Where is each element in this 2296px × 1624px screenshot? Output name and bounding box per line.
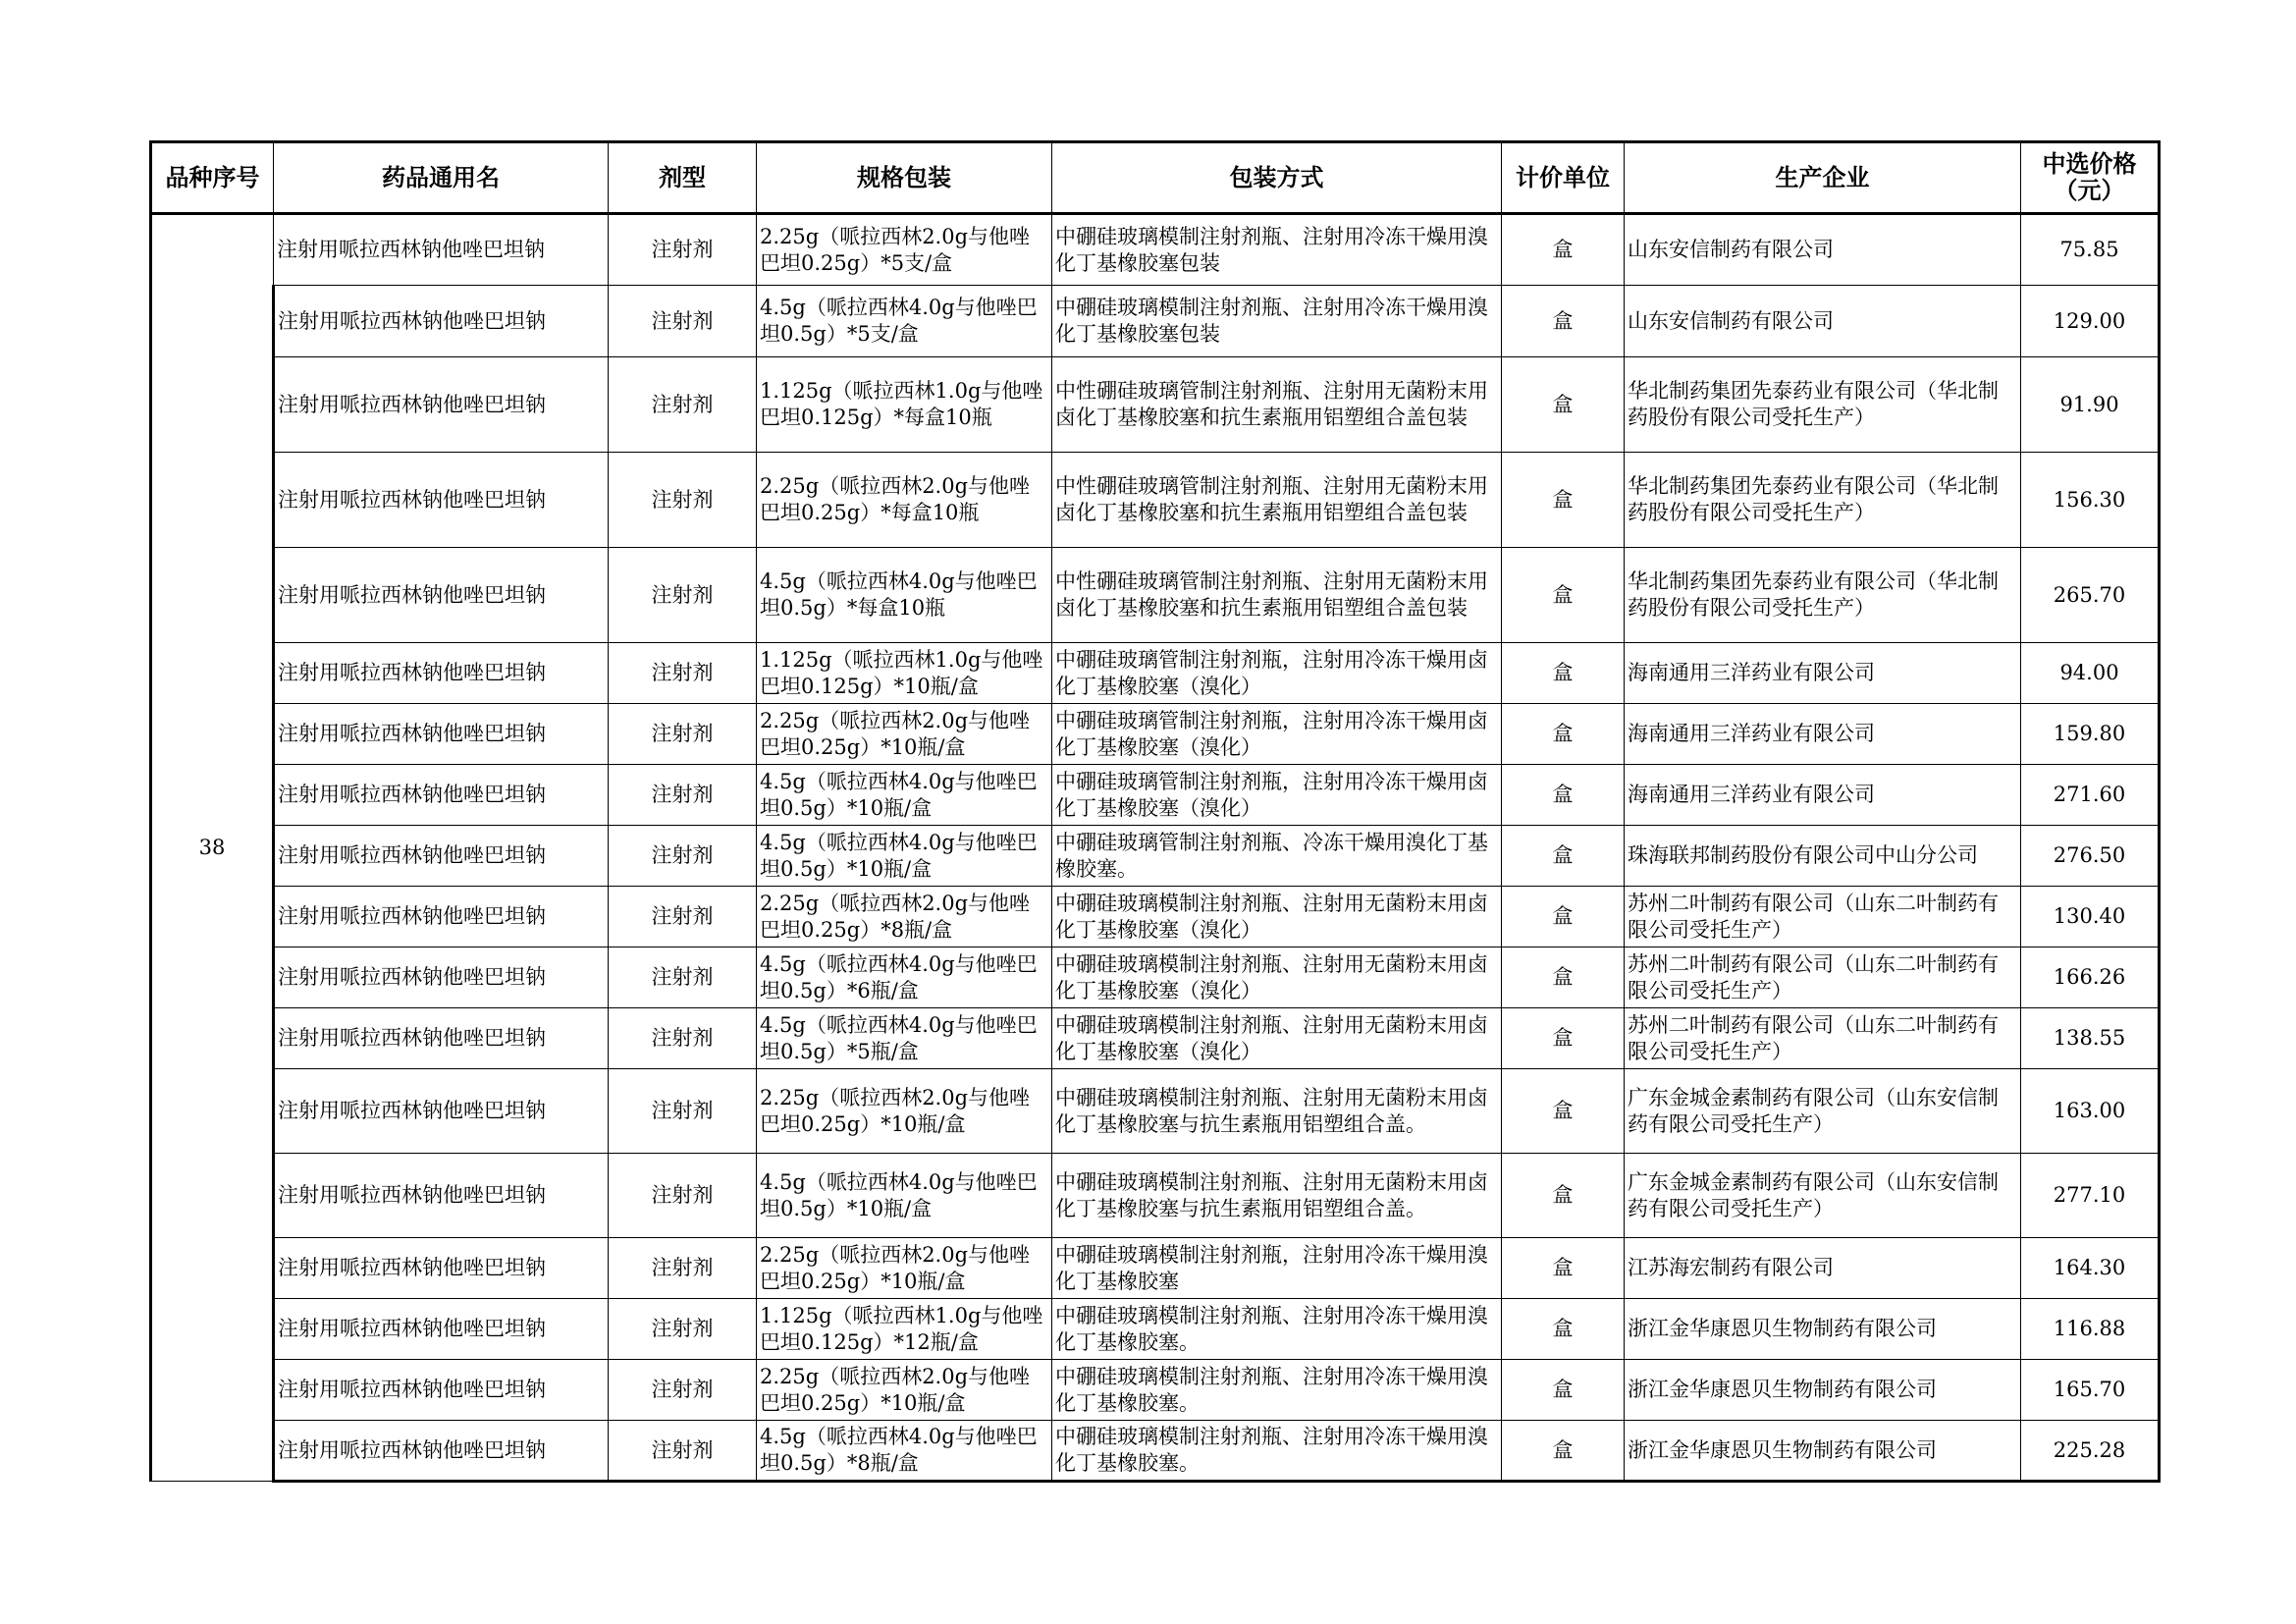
table-row: [151, 286, 2160, 357]
cell-spec: 2.25g（哌拉西林2.0g与他唑巴坦0.25g）*8瓶/盒: [757, 887, 1052, 947]
cell-dosage-form: 注射剂: [609, 826, 757, 887]
cell-dosage-form: 注射剂: [609, 1154, 757, 1238]
table-row: [151, 887, 2160, 947]
cell-spec: 1.125g（哌拉西林1.0g与他唑巴坦0.125g）*12瓶/盒: [757, 1299, 1052, 1360]
cell-generic-name: 注射用哌拉西林钠他唑巴坦钠: [274, 1360, 609, 1421]
cell-generic-name: 注射用哌拉西林钠他唑巴坦钠: [274, 947, 609, 1008]
cell-packaging: 中硼硅玻璃模制注射剂瓶、注射用无菌粉末用卤化丁基橡胶塞（溴化）: [1052, 947, 1502, 1008]
cell-generic-name: 注射用哌拉西林钠他唑巴坦钠: [274, 1238, 609, 1299]
cell-packaging: 中硼硅玻璃模制注射剂瓶、注射用无菌粉末用卤化丁基橡胶塞（溴化）: [1052, 887, 1502, 947]
cell-dosage-form: 注射剂: [609, 453, 757, 548]
cell-price: 225.28: [2021, 1421, 2160, 1482]
table-row: [151, 1238, 2160, 1299]
cell-packaging: 中硼硅玻璃管制注射剂瓶，注射用冷冻干燥用卤化丁基橡胶塞（溴化）: [1052, 643, 1502, 704]
cell-packaging: 中性硼硅玻璃管制注射剂瓶、注射用无菌粉末用卤化丁基橡胶塞和抗生素瓶用铝塑组合盖包装: [1052, 357, 1502, 453]
cell-unit: 盒: [1502, 1421, 1625, 1482]
cell-manufacturer: 华北制药集团先泰药业有限公司（华北制药股份有限公司受托生产）: [1625, 357, 2021, 453]
cell-unit: 盒: [1502, 357, 1625, 453]
cell-unit: 盒: [1502, 765, 1625, 826]
cell-dosage-form: 注射剂: [609, 704, 757, 765]
cell-spec: 4.5g（哌拉西林4.0g与他唑巴坦0.5g）*5支/盒: [757, 286, 1052, 357]
cell-dosage-form: 注射剂: [609, 548, 757, 643]
cell-dosage-form: 注射剂: [609, 643, 757, 704]
table-row: [151, 704, 2160, 765]
cell-generic-name: 注射用哌拉西林钠他唑巴坦钠: [274, 453, 609, 548]
cell-spec: 2.25g（哌拉西林2.0g与他唑巴坦0.25g）*10瓶/盒: [757, 704, 1052, 765]
table-row: [151, 1154, 2160, 1238]
cell-generic-name: 注射用哌拉西林钠他唑巴坦钠: [274, 1069, 609, 1154]
cell-manufacturer: 浙江金华康恩贝生物制药有限公司: [1625, 1360, 2021, 1421]
cell-unit: 盒: [1502, 1238, 1625, 1299]
cell-manufacturer: 浙江金华康恩贝生物制药有限公司: [1625, 1299, 2021, 1360]
cell-generic-name: 注射用哌拉西林钠他唑巴坦钠: [274, 826, 609, 887]
cell-packaging: 中硼硅玻璃模制注射剂瓶、注射用冷冻干燥用溴化丁基橡胶塞。: [1052, 1360, 1502, 1421]
cell-packaging: 中硼硅玻璃模制注射剂瓶、注射用冷冻干燥用溴化丁基橡胶塞包装: [1052, 286, 1502, 357]
cell-manufacturer: 广东金城金素制药有限公司（山东安信制药有限公司受托生产）: [1625, 1154, 2021, 1238]
cell-unit: 盒: [1502, 826, 1625, 887]
header-variety-no: 品种序号: [151, 142, 274, 214]
cell-price: 276.50: [2021, 826, 2160, 887]
cell-manufacturer: 浙江金华康恩贝生物制药有限公司: [1625, 1421, 2021, 1482]
cell-dosage-form: 注射剂: [609, 1299, 757, 1360]
cell-dosage-form: 注射剂: [609, 1238, 757, 1299]
table-row: [151, 643, 2160, 704]
cell-manufacturer: 广东金城金素制药有限公司（山东安信制药有限公司受托生产）: [1625, 1069, 2021, 1154]
cell-unit: 盒: [1502, 548, 1625, 643]
table-row: [151, 357, 2160, 453]
cell-generic-name: 注射用哌拉西林钠他唑巴坦钠: [274, 357, 609, 453]
cell-unit: 盒: [1502, 453, 1625, 548]
table-row: [151, 1299, 2160, 1360]
cell-packaging: 中硼硅玻璃管制注射剂瓶、冷冻干燥用溴化丁基橡胶塞。: [1052, 826, 1502, 887]
cell-price: 166.26: [2021, 947, 2160, 1008]
table-row: [151, 1008, 2160, 1069]
cell-manufacturer: 海南通用三洋药业有限公司: [1625, 765, 2021, 826]
cell-spec: 4.5g（哌拉西林4.0g与他唑巴坦0.5g）*6瓶/盒: [757, 947, 1052, 1008]
cell-unit: 盒: [1502, 643, 1625, 704]
table-row: [151, 1069, 2160, 1154]
header-spec: 规格包装: [757, 142, 1052, 214]
cell-unit: 盒: [1502, 1360, 1625, 1421]
cell-spec: 2.25g（哌拉西林2.0g与他唑巴坦0.25g）*10瓶/盒: [757, 1238, 1052, 1299]
cell-packaging: 中硼硅玻璃模制注射剂瓶、注射用冷冻干燥用溴化丁基橡胶塞。: [1052, 1299, 1502, 1360]
cell-dosage-form: 注射剂: [609, 1008, 757, 1069]
table-row: [151, 765, 2160, 826]
table-body: [151, 214, 2160, 1482]
cell-manufacturer: 珠海联邦制药股份有限公司中山分公司: [1625, 826, 2021, 887]
cell-spec: 1.125g（哌拉西林1.0g与他唑巴坦0.125g）*10瓶/盒: [757, 643, 1052, 704]
header-price: 中选价格（元）: [2021, 142, 2160, 214]
cell-packaging: 中硼硅玻璃管制注射剂瓶，注射用冷冻干燥用卤化丁基橡胶塞（溴化）: [1052, 765, 1502, 826]
cell-spec: 4.5g（哌拉西林4.0g与他唑巴坦0.5g）*8瓶/盒: [757, 1421, 1052, 1482]
cell-packaging: 中硼硅玻璃模制注射剂瓶、注射用冷冻干燥用溴化丁基橡胶塞包装: [1052, 214, 1502, 286]
cell-price: 159.80: [2021, 704, 2160, 765]
cell-dosage-form: 注射剂: [609, 1069, 757, 1154]
cell-price: 130.40: [2021, 887, 2160, 947]
cell-dosage-form: 注射剂: [609, 214, 757, 286]
cell-manufacturer: 华北制药集团先泰药业有限公司（华北制药股份有限公司受托生产）: [1625, 453, 2021, 548]
cell-price: 129.00: [2021, 286, 2160, 357]
cell-manufacturer: 华北制药集团先泰药业有限公司（华北制药股份有限公司受托生产）: [1625, 548, 2021, 643]
cell-unit: 盒: [1502, 286, 1625, 357]
cell-spec: 2.25g（哌拉西林2.0g与他唑巴坦0.25g）*10瓶/盒: [757, 1069, 1052, 1154]
cell-spec: 2.25g（哌拉西林2.0g与他唑巴坦0.25g）*5支/盒: [757, 214, 1052, 286]
cell-manufacturer: 山东安信制药有限公司: [1625, 214, 2021, 286]
cell-price: 164.30: [2021, 1238, 2160, 1299]
cell-packaging: 中硼硅玻璃模制注射剂瓶、注射用无菌粉末用卤化丁基橡胶塞（溴化）: [1052, 1008, 1502, 1069]
cell-packaging: 中硼硅玻璃模制注射剂瓶、注射用冷冻干燥用溴化丁基橡胶塞。: [1052, 1421, 1502, 1482]
cell-unit: 盒: [1502, 947, 1625, 1008]
cell-unit: 盒: [1502, 704, 1625, 765]
cell-manufacturer: 苏州二叶制药有限公司（山东二叶制药有限公司受托生产）: [1625, 887, 2021, 947]
table-row: [151, 453, 2160, 548]
drug-price-table: [149, 140, 2161, 1483]
cell-price: 156.30: [2021, 453, 2160, 548]
table-row: [151, 1421, 2160, 1482]
header-manufacturer: 生产企业: [1625, 142, 2021, 214]
cell-price: 94.00: [2021, 643, 2160, 704]
cell-packaging: 中硼硅玻璃模制注射剂瓶、注射用无菌粉末用卤化丁基橡胶塞与抗生素瓶用铝塑组合盖。: [1052, 1154, 1502, 1238]
cell-spec: 4.5g（哌拉西林4.0g与他唑巴坦0.5g）*10瓶/盒: [757, 826, 1052, 887]
table-row: [151, 1360, 2160, 1421]
cell-spec: 4.5g（哌拉西林4.0g与他唑巴坦0.5g）*每盒10瓶: [757, 548, 1052, 643]
cell-price: 163.00: [2021, 1069, 2160, 1154]
table-row: [151, 947, 2160, 1008]
cell-price: 165.70: [2021, 1360, 2160, 1421]
cell-manufacturer: 海南通用三洋药业有限公司: [1625, 643, 2021, 704]
cell-generic-name: 注射用哌拉西林钠他唑巴坦钠: [274, 214, 609, 286]
cell-packaging: 中性硼硅玻璃管制注射剂瓶、注射用无菌粉末用卤化丁基橡胶塞和抗生素瓶用铝塑组合盖包装: [1052, 548, 1502, 643]
cell-unit: 盒: [1502, 214, 1625, 286]
cell-dosage-form: 注射剂: [609, 1360, 757, 1421]
cell-price: 271.60: [2021, 765, 2160, 826]
cell-spec: 2.25g（哌拉西林2.0g与他唑巴坦0.25g）*10瓶/盒: [757, 1360, 1052, 1421]
header-unit: 计价单位: [1502, 142, 1625, 214]
header-packaging: 包装方式: [1052, 142, 1502, 214]
cell-price: 91.90: [2021, 357, 2160, 453]
cell-generic-name: 注射用哌拉西林钠他唑巴坦钠: [274, 1008, 609, 1069]
table-row: [151, 548, 2160, 643]
cell-generic-name: 注射用哌拉西林钠他唑巴坦钠: [274, 887, 609, 947]
cell-manufacturer: 海南通用三洋药业有限公司: [1625, 704, 2021, 765]
cell-generic-name: 注射用哌拉西林钠他唑巴坦钠: [274, 548, 609, 643]
cell-spec: 1.125g（哌拉西林1.0g与他唑巴坦0.125g）*每盒10瓶: [757, 357, 1052, 453]
cell-packaging: 中硼硅玻璃模制注射剂瓶，注射用冷冻干燥用溴化丁基橡胶塞: [1052, 1238, 1502, 1299]
table-row: [151, 214, 2160, 286]
cell-dosage-form: 注射剂: [609, 286, 757, 357]
cell-manufacturer: 苏州二叶制药有限公司（山东二叶制药有限公司受托生产）: [1625, 947, 2021, 1008]
cell-spec: 2.25g（哌拉西林2.0g与他唑巴坦0.25g）*每盒10瓶: [757, 453, 1052, 548]
cell-dosage-form: 注射剂: [609, 1421, 757, 1482]
cell-dosage-form: 注射剂: [609, 887, 757, 947]
cell-manufacturer: 江苏海宏制药有限公司: [1625, 1238, 2021, 1299]
cell-unit: 盒: [1502, 1154, 1625, 1238]
cell-packaging: 中硼硅玻璃模制注射剂瓶、注射用无菌粉末用卤化丁基橡胶塞与抗生素瓶用铝塑组合盖。: [1052, 1069, 1502, 1154]
cell-packaging: 中硼硅玻璃管制注射剂瓶，注射用冷冻干燥用卤化丁基橡胶塞（溴化）: [1052, 704, 1502, 765]
cell-generic-name: 注射用哌拉西林钠他唑巴坦钠: [274, 643, 609, 704]
cell-variety-no: 38: [151, 214, 274, 1482]
header-row: [151, 142, 2160, 214]
cell-price: 265.70: [2021, 548, 2160, 643]
cell-generic-name: 注射用哌拉西林钠他唑巴坦钠: [274, 286, 609, 357]
cell-packaging: 中性硼硅玻璃管制注射剂瓶、注射用无菌粉末用卤化丁基橡胶塞和抗生素瓶用铝塑组合盖包装: [1052, 453, 1502, 548]
cell-dosage-form: 注射剂: [609, 357, 757, 453]
cell-dosage-form: 注射剂: [609, 765, 757, 826]
table-row: [151, 826, 2160, 887]
cell-price: 277.10: [2021, 1154, 2160, 1238]
cell-price: 116.88: [2021, 1299, 2160, 1360]
cell-price: 138.55: [2021, 1008, 2160, 1069]
cell-generic-name: 注射用哌拉西林钠他唑巴坦钠: [274, 704, 609, 765]
cell-generic-name: 注射用哌拉西林钠他唑巴坦钠: [274, 1299, 609, 1360]
header-generic-name: 药品通用名: [274, 142, 609, 214]
cell-manufacturer: 山东安信制药有限公司: [1625, 286, 2021, 357]
cell-generic-name: 注射用哌拉西林钠他唑巴坦钠: [274, 765, 609, 826]
cell-unit: 盒: [1502, 1299, 1625, 1360]
cell-generic-name: 注射用哌拉西林钠他唑巴坦钠: [274, 1421, 609, 1482]
cell-unit: 盒: [1502, 887, 1625, 947]
header-dosage-form: 剂型: [609, 142, 757, 214]
cell-spec: 4.5g（哌拉西林4.0g与他唑巴坦0.5g）*5瓶/盒: [757, 1008, 1052, 1069]
cell-spec: 4.5g（哌拉西林4.0g与他唑巴坦0.5g）*10瓶/盒: [757, 1154, 1052, 1238]
cell-manufacturer: 苏州二叶制药有限公司（山东二叶制药有限公司受托生产）: [1625, 1008, 2021, 1069]
cell-dosage-form: 注射剂: [609, 947, 757, 1008]
cell-unit: 盒: [1502, 1069, 1625, 1154]
cell-unit: 盒: [1502, 1008, 1625, 1069]
cell-spec: 4.5g（哌拉西林4.0g与他唑巴坦0.5g）*10瓶/盒: [757, 765, 1052, 826]
cell-price: 75.85: [2021, 214, 2160, 286]
cell-generic-name: 注射用哌拉西林钠他唑巴坦钠: [274, 1154, 609, 1238]
